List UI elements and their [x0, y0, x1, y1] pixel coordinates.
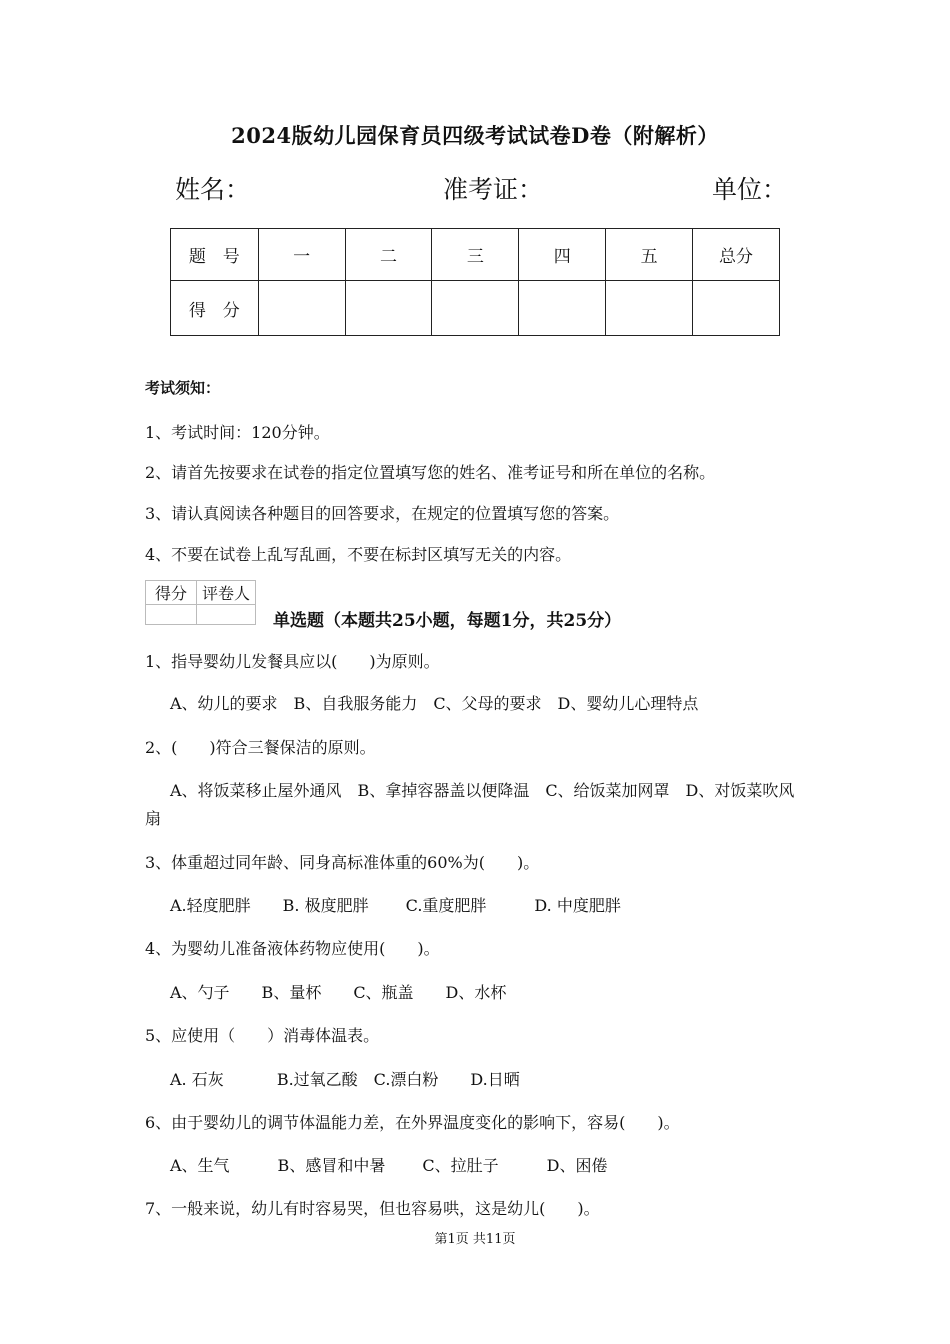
question-options: A. 石灰 B.过氧乙酸 C.漂白粉 D.日晒 — [170, 1070, 520, 1089]
question-options: A、幼儿的要求 B、自我服务能力 C、父母的要求 D、婴幼儿心理特点 — [170, 694, 699, 713]
notice-item: 1、考试时间：120分钟。 — [145, 423, 330, 442]
question-text: 3、体重超过同年龄、同身高标准体重的60%为( )。 — [145, 853, 540, 872]
score-table-score-row — [171, 281, 780, 336]
exam-title: 2024版幼儿园保育员四级考试试卷D卷（附解析） — [231, 123, 719, 148]
unit-label: 单位： — [712, 175, 788, 204]
grader-reviewer-cell — [197, 605, 256, 625]
notice-heading: 考试须知： — [145, 379, 221, 397]
score-table — [170, 228, 780, 336]
question-text: 6、由于婴幼儿的调节体温能力差，在外界温度变化的影响下，容易( )。 — [145, 1113, 680, 1132]
question-text: 4、为婴幼儿准备液体药物应使用( )。 — [145, 939, 440, 958]
question-options: A、生气 B、感冒和中暑 C、拉肚子 D、困倦 — [170, 1156, 608, 1175]
score-header-cell: 五 — [606, 229, 693, 281]
grader-reviewer-label: 评卷人 — [197, 581, 256, 605]
score-cell — [345, 281, 432, 336]
score-cell — [258, 281, 345, 336]
score-header-cell: 三 — [432, 229, 519, 281]
id-label: 准考证： — [443, 175, 544, 204]
notice-item: 2、请首先按要求在试卷的指定位置填写您的姓名、准考证号和所在单位的名称。 — [145, 463, 716, 482]
score-cell — [606, 281, 693, 336]
name-label: 姓名： — [175, 175, 251, 204]
score-cell — [693, 281, 780, 336]
score-header-cell: 二 — [345, 229, 432, 281]
notice-item: 4、不要在试卷上乱写乱画，不要在标封区填写无关的内容。 — [145, 545, 572, 564]
question-text: 1、指导婴幼儿发餐具应以( )为原则。 — [145, 652, 440, 671]
grader-score-label: 得分 — [146, 581, 197, 605]
score-header-cell: 四 — [519, 229, 606, 281]
question-text: 7、一般来说，幼儿有时容易哭，但也容易哄，这是幼儿( )。 — [145, 1199, 600, 1218]
score-table-header-row — [171, 229, 780, 281]
score-row-label: 得 分 — [171, 281, 259, 336]
notice-item: 3、请认真阅读各种题目的回答要求，在规定的位置填写您的答案。 — [145, 504, 620, 523]
question-options: A.轻度肥胖 B. 极度肥胖 C.重度肥胖 D. 中度肥胖 — [170, 896, 621, 915]
page-footer: 第1页 共11页 — [434, 1232, 516, 1247]
score-header-cell: 题 号 — [171, 229, 259, 281]
question-text: 5、应使用（ ）消毒体温表。 — [145, 1026, 380, 1045]
grader-score-cell — [146, 605, 197, 625]
score-cell — [432, 281, 519, 336]
question-text: 2、( )符合三餐保洁的原则。 — [145, 738, 376, 757]
score-header-cell: 一 — [258, 229, 345, 281]
grader-box — [145, 580, 256, 625]
question-options: A、将饭菜移止屋外通风 B、拿掉容器盖以便降温 C、给饭菜加网罩 D、对饭菜吹风 — [170, 781, 795, 800]
section-title: 单选题（本题共25小题，每题1分，共25分） — [273, 611, 622, 631]
question-options-cont: 扇 — [145, 809, 162, 828]
score-cell — [519, 281, 606, 336]
score-header-cell: 总分 — [693, 229, 780, 281]
question-options: A、勺子 B、量杯 C、瓶盖 D、水杯 — [170, 983, 507, 1002]
